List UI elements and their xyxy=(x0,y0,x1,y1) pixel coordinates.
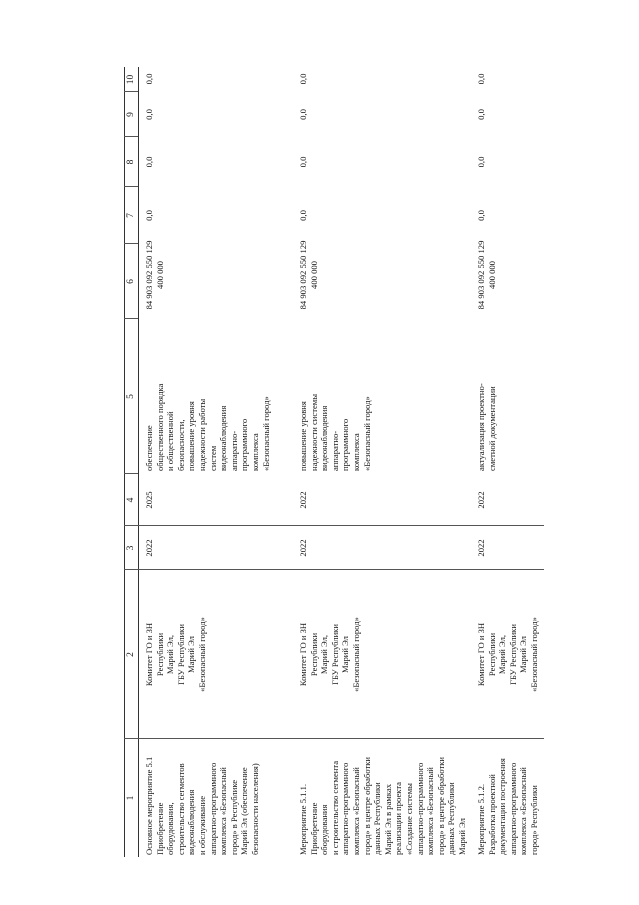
column-number: 7 xyxy=(126,213,136,218)
row3-executor: Комитет ГО и ЗН Республики Марий Эл, ГБУ Республики Марий Эл «Безопасный город» xyxy=(476,617,539,692)
row2-value-8: 0,0 xyxy=(298,156,308,168)
column-number: 9 xyxy=(126,112,136,117)
rotated-table xyxy=(124,67,544,857)
column-number: 4 xyxy=(126,497,136,503)
row1-year-end: 2025 xyxy=(144,491,154,509)
row1-executor: Комитет ГО и ЗН Республики Марий Эл, ГБУ Республики Марий Эл «Безопасный город» xyxy=(144,617,207,692)
column-number: 10 xyxy=(126,74,136,85)
row2-budget-code: 84 903 092 550 129 400 000 xyxy=(298,240,319,310)
row1-result: обеспечение общественного порядка и общественной безопасности, повышение уровня надежности работы систем видеонаблюдения аппаратно- программного комплекса «Безопасный город» xyxy=(144,383,271,471)
row1-budget-code: 84 903 092 550 129 400 000 xyxy=(144,240,165,310)
row3-result: актуализация проектно- сметной документации xyxy=(476,383,497,471)
row3-event-name: Мероприятие 5.1.2. Разработка проектной документации построения аппаратно-программного комплекса «Безопасный город» Республики xyxy=(476,758,539,855)
row1-year-start: 2022 xyxy=(144,539,154,557)
column-number: 1 xyxy=(126,795,136,801)
row2-result: повышение уровня надежности системы видеонаблюдения аппаратно- программного комплекса «Безопасный город» xyxy=(298,394,372,471)
column-divider xyxy=(124,738,544,739)
row2-year-end: 2022 xyxy=(298,491,308,509)
column-number: 5 xyxy=(126,394,136,399)
row3-year-end: 2022 xyxy=(476,491,486,509)
row2-value-9: 0,0 xyxy=(298,109,308,120)
row3-year-start: 2022 xyxy=(476,539,486,557)
column-divider xyxy=(124,569,544,570)
row1-value-10: 0,0 xyxy=(144,73,154,85)
row1-value-8: 0,0 xyxy=(144,156,154,168)
row3-budget-code: 84 903 092 550 129 400 000 xyxy=(476,240,497,310)
row1-value-7: 0,0 xyxy=(144,210,154,221)
column-number: 6 xyxy=(126,279,136,284)
row2-value-10: 0,0 xyxy=(298,73,308,85)
row2-executor: Комитет ГО и ЗН Республики Марий Эл, ГБУ Республики Марий Эл «Безопасный город» xyxy=(298,617,361,692)
row2-value-7: 0,0 xyxy=(298,210,308,221)
row2-year-start: 2022 xyxy=(298,539,308,557)
row1-value-9: 0,0 xyxy=(144,109,154,120)
column-divider xyxy=(124,525,544,526)
row2-event-name: Мероприятие 5.1.1. Приобретение оборудования и строительство сегмента аппаратно-программного комплекса «Безопасный город» в центре обработки данных Республики Марий Эл в рамках реализации проекта «Создание системы аппаратно-программного комплекса «Безопасный город» в центре обработки данных Республики Марий Эл xyxy=(298,757,467,855)
column-number: 8 xyxy=(126,159,136,165)
column-number: 3 xyxy=(126,545,136,551)
row3-value-10: 0,0 xyxy=(476,73,486,85)
row1-event-name: Основное мероприятие 5.1 Приобретение оборудования, строительство сегментов видеонаблюдения и обслуживание аппаратно-программного комплекса «Безопасный город» в Республике Марий Эл (обеспечение безопасности населения) xyxy=(144,756,260,855)
row3-value-8: 0,0 xyxy=(476,156,486,168)
row3-value-9: 0,0 xyxy=(476,109,486,120)
column-number: 2 xyxy=(126,652,136,657)
row3-value-7: 0,0 xyxy=(476,210,486,221)
